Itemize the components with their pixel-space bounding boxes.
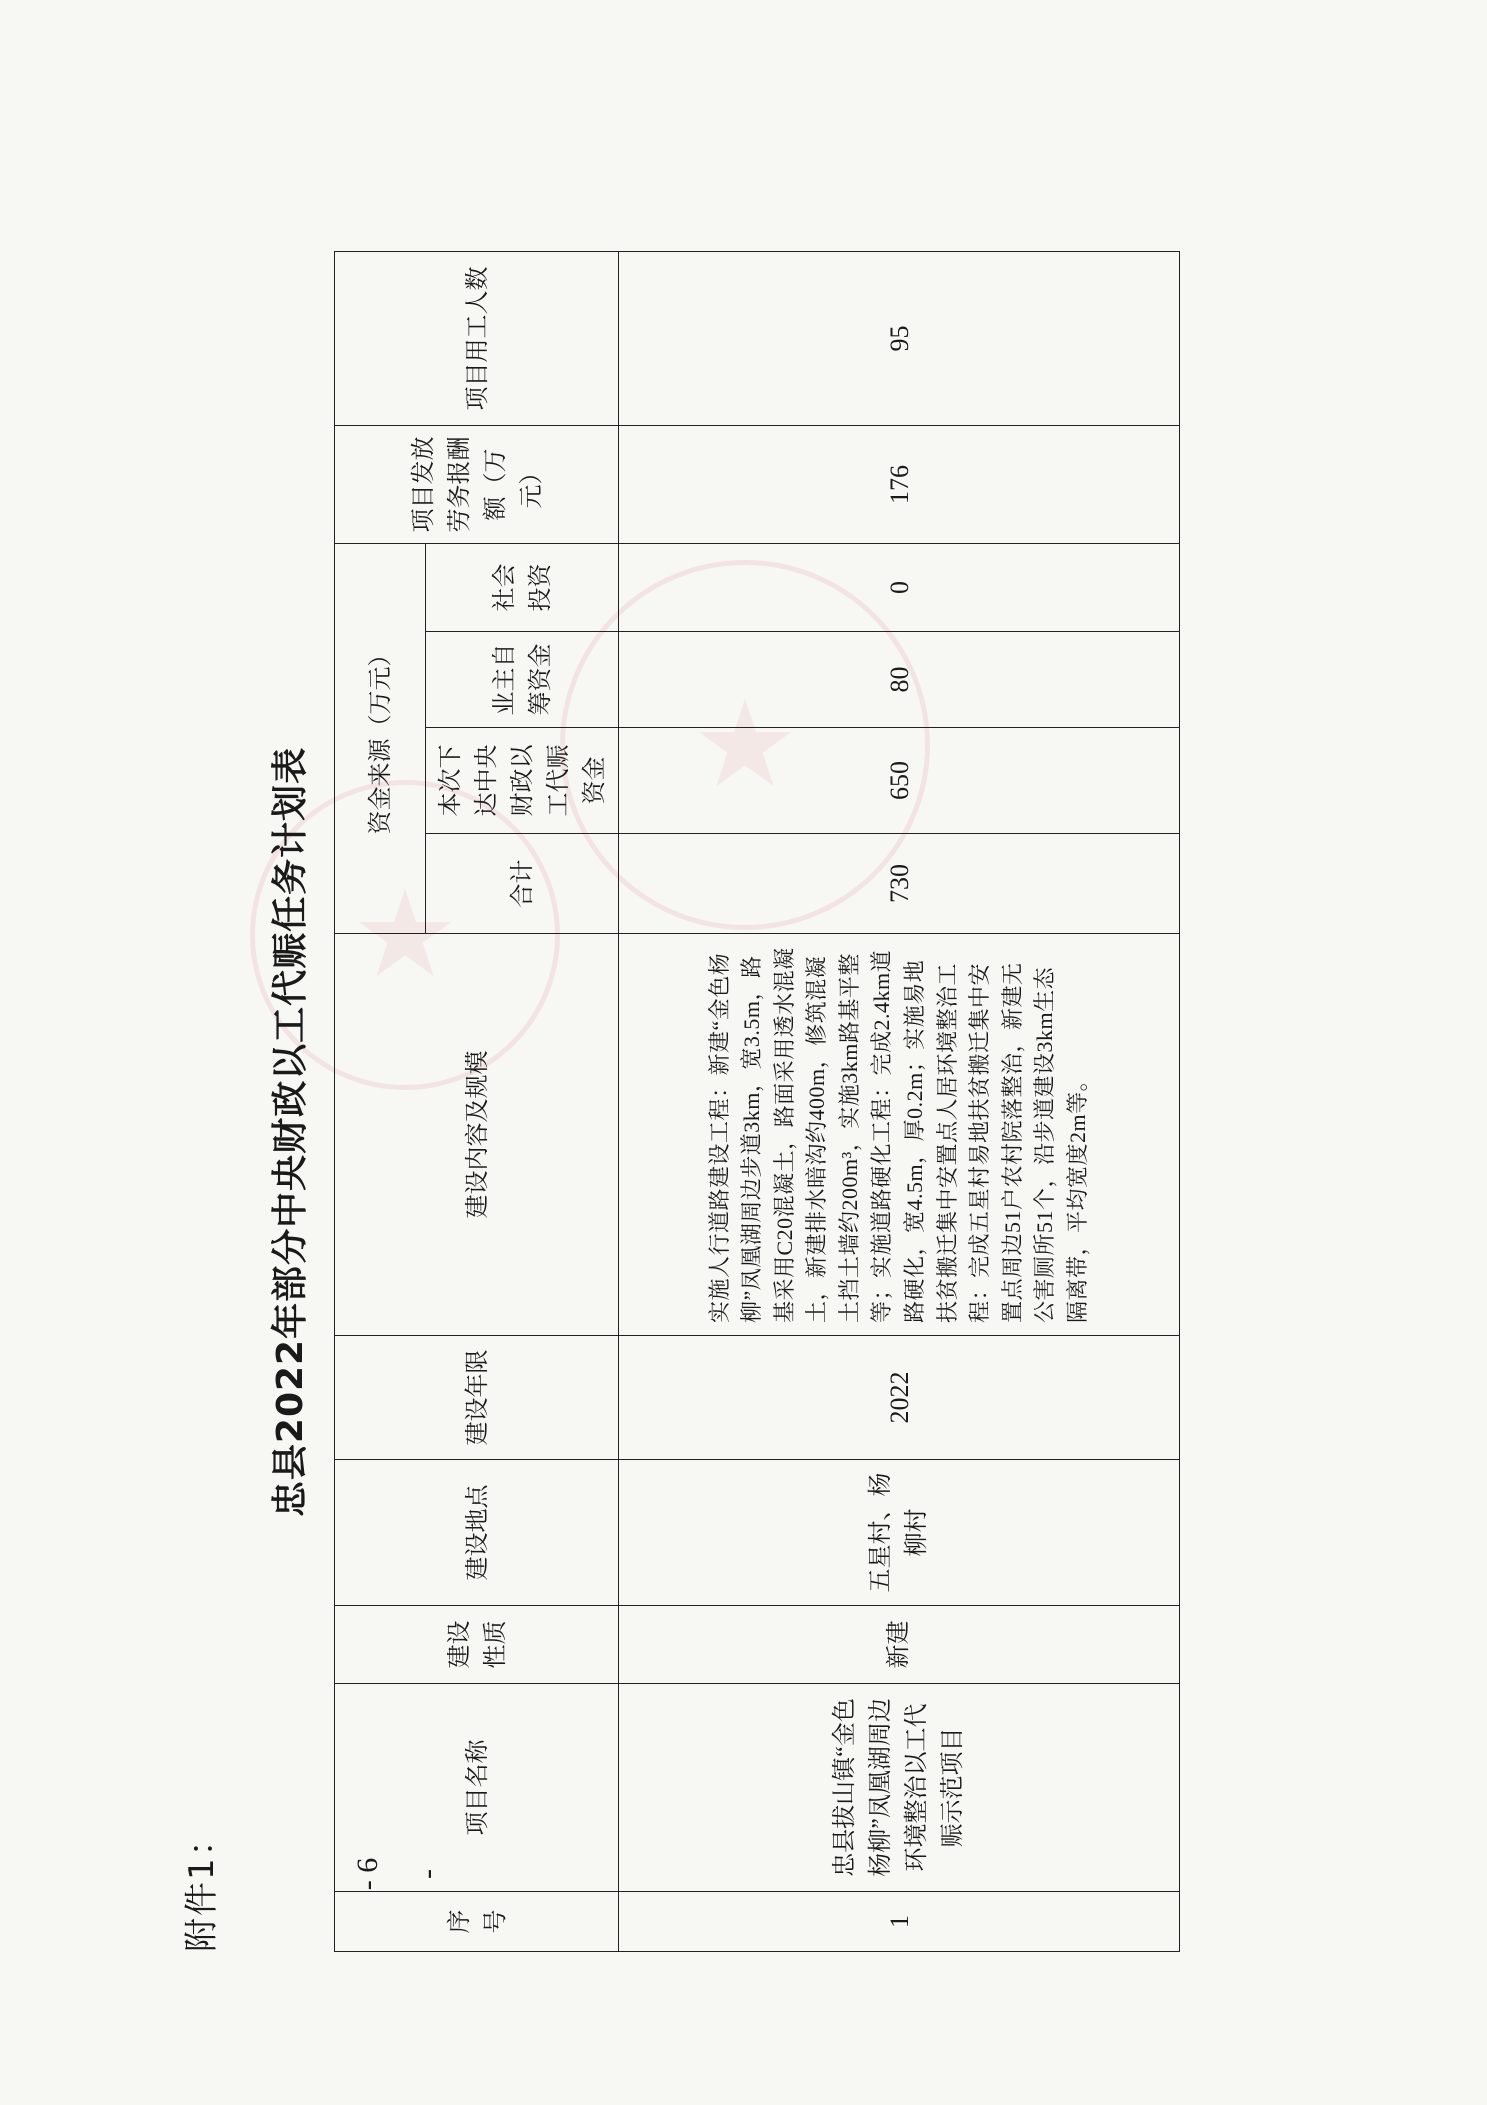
page-number: - 6 - (351, 1857, 444, 1891)
document-title: 忠县2022年部分中央财政以工代赈任务计划表 (270, 746, 311, 1518)
cell-workers: 95 (619, 252, 1180, 426)
header-workers: 项目用工人数 (335, 252, 619, 426)
cell-years: 2022 (619, 1336, 1180, 1460)
header-labor-pay: 项目发放劳务报酬额（万元） (335, 426, 619, 544)
cell-seq: 1 (619, 1892, 1180, 1952)
header-seq: 序号 (335, 1892, 619, 1952)
cell-labor-pay: 176 (619, 426, 1180, 544)
cell-funding-total: 730 (619, 834, 1180, 934)
attachment-label: 附件1： (182, 1820, 222, 1952)
header-funding-central: 本次下达中央财政以工代赈资金 (426, 728, 619, 834)
header-funding-social: 社会投资 (426, 544, 619, 632)
header-years: 建设年限 (335, 1336, 619, 1460)
header-funding-total: 合计 (426, 834, 619, 934)
cell-funding-owner: 80 (619, 632, 1180, 728)
header-funding: 资金来源（万元） (335, 544, 426, 934)
header-funding-owner: 业主自筹资金 (426, 632, 619, 728)
cell-funding-central: 650 (619, 728, 1180, 834)
cell-project-name: 忠县拔山镇“金色杨柳”凤凰湖周边环境整治以工代赈示范项目 (619, 1684, 1180, 1892)
seal-impression: ★ (250, 780, 560, 1090)
seal-impression: ★ (560, 560, 930, 930)
landscape-page (174, 252, 1374, 1952)
plan-table (334, 251, 1180, 1952)
header-scope: 建设内容及规模 (335, 934, 619, 1336)
cell-scope: 实施人行道路建设工程：新建“金色杨柳”凤凰湖周边步道3km，宽3.5m，路基采用C20混凝土，路面采用透水混凝土，新建排水暗沟约400m，修筑混凝土挡土墙约200m³，实施3km路基平整等；实施道路硬化工程：完成2.4km道路硬化，宽4.5m，厚0.2m；实施易地扶贫搬迁集中安置点人居环境整治工程：完成五星村易地扶贫搬迁集中安置点周边51户农村院落整治，新建无公害厕所51个，沿步道建设3km生态隔离带，平均宽度2m等。 (619, 934, 1180, 1336)
cell-funding-social: 0 (619, 544, 1180, 632)
cell-location: 五星村、杨柳村 (619, 1460, 1180, 1606)
table-row (619, 252, 1180, 1952)
cell-nature: 新建 (619, 1606, 1180, 1684)
header-nature: 建设性质 (335, 1606, 619, 1684)
header-name: 项目名称 (335, 1684, 619, 1892)
header-location: 建设地点 (335, 1460, 619, 1606)
